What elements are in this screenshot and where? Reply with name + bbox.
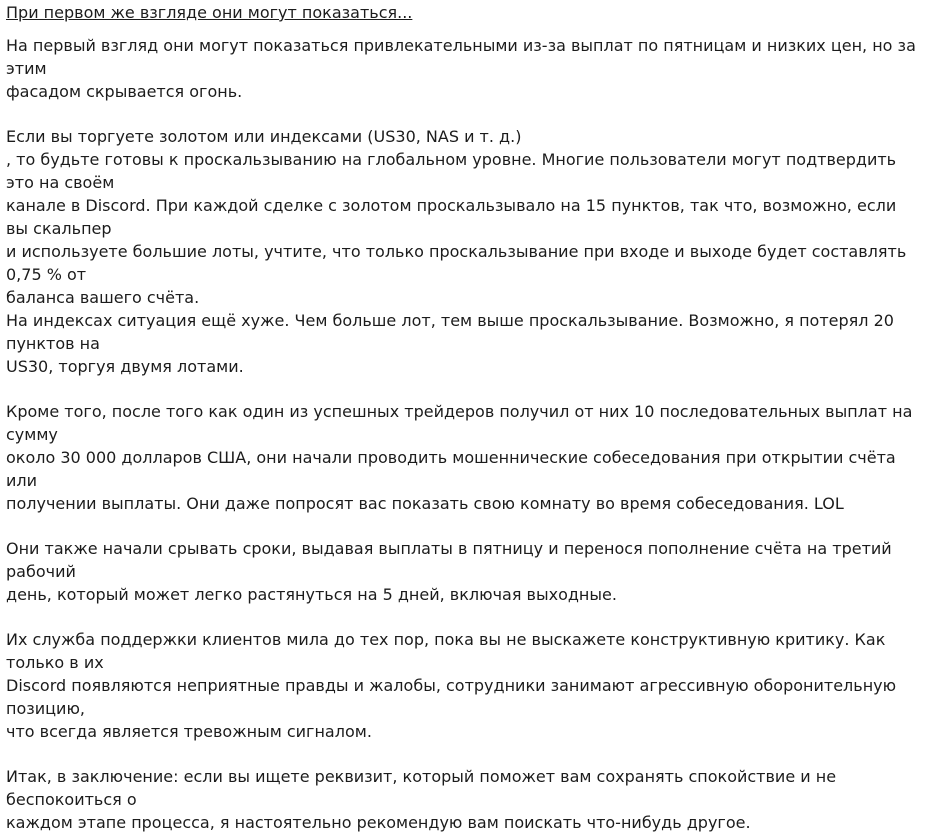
text-line: На индексах ситуация ещё хуже. Чем больше лот, тем выше проскальзывание. Возможно, я потерял 20 пунктов на [6, 311, 894, 353]
text-line: день, который может легко растянуться на 5 дней, включая выходные. [6, 585, 617, 604]
text-line: канале в Discord. При каждой сделке с золотом проскальзывало на 15 пунктов, так что, возможно, если вы скальпер [6, 196, 897, 238]
review-title: При первом же взгляде они могут показаться... [6, 3, 413, 22]
text-line: Их служба поддержки клиентов мила до тех пор, пока вы не выскажете конструктивную критику. Как только в их [6, 630, 886, 672]
review-paragraph-3 [6, 400, 917, 515]
text-line: Кроме того, после того как один из успешных трейдеров получил от них 10 последовательных выплат на сумму [6, 402, 913, 444]
text-line: US30, торгуя двумя лотами. [6, 357, 244, 376]
text-line: На первый взгляд они могут показаться привлекательными из-за выплат по пятницам и низких цен, но за этим [6, 36, 916, 78]
text-line: каждом этапе процесса, я настоятельно рекомендую вам поискать что-нибудь другое. [6, 813, 751, 832]
text-line: баланса вашего счёта. [6, 288, 200, 307]
review-paragraph-2 [6, 125, 917, 378]
review-paragraph-6 [6, 765, 917, 834]
text-line: Discord появляются неприятные правды и жалобы, сотрудники занимают агрессивную оборонительную позицию, [6, 676, 897, 718]
review-paragraph-5 [6, 628, 917, 743]
review-paragraph-1 [6, 34, 917, 103]
text-line: фасадом скрывается огонь. [6, 82, 243, 101]
review-paragraph-4 [6, 537, 917, 606]
text-line: около 30 000 долларов США, они начали проводить мошеннические собеседования при открытии счёта или [6, 448, 896, 490]
text-line: что всегда является тревожным сигналом. [6, 722, 372, 741]
text-line: Они также начали срывать сроки, выдавая выплаты в пятницу и перенося пополнение счёта на третий рабочий [6, 539, 892, 581]
text-line: и используете большие лоты, учтите, что только проскальзывание при входе и выходе будет составлять 0,75 % от [6, 242, 907, 284]
text-line: Если вы торгуете золотом или индексами (US30, NAS и т. д.) [6, 127, 522, 146]
text-line: , то будьте готовы к проскальзыванию на глобальном уровне. Многие пользователи могут подтвердить это на своём [6, 150, 897, 192]
text-line: получении выплаты. Они даже попросят вас показать свою комнату во время собеседования. LOL [6, 494, 844, 513]
text-line: Итак, в заключение: если вы ищете реквизит, который поможет вам сохранять спокойствие и не беспокоиться о [6, 767, 837, 809]
